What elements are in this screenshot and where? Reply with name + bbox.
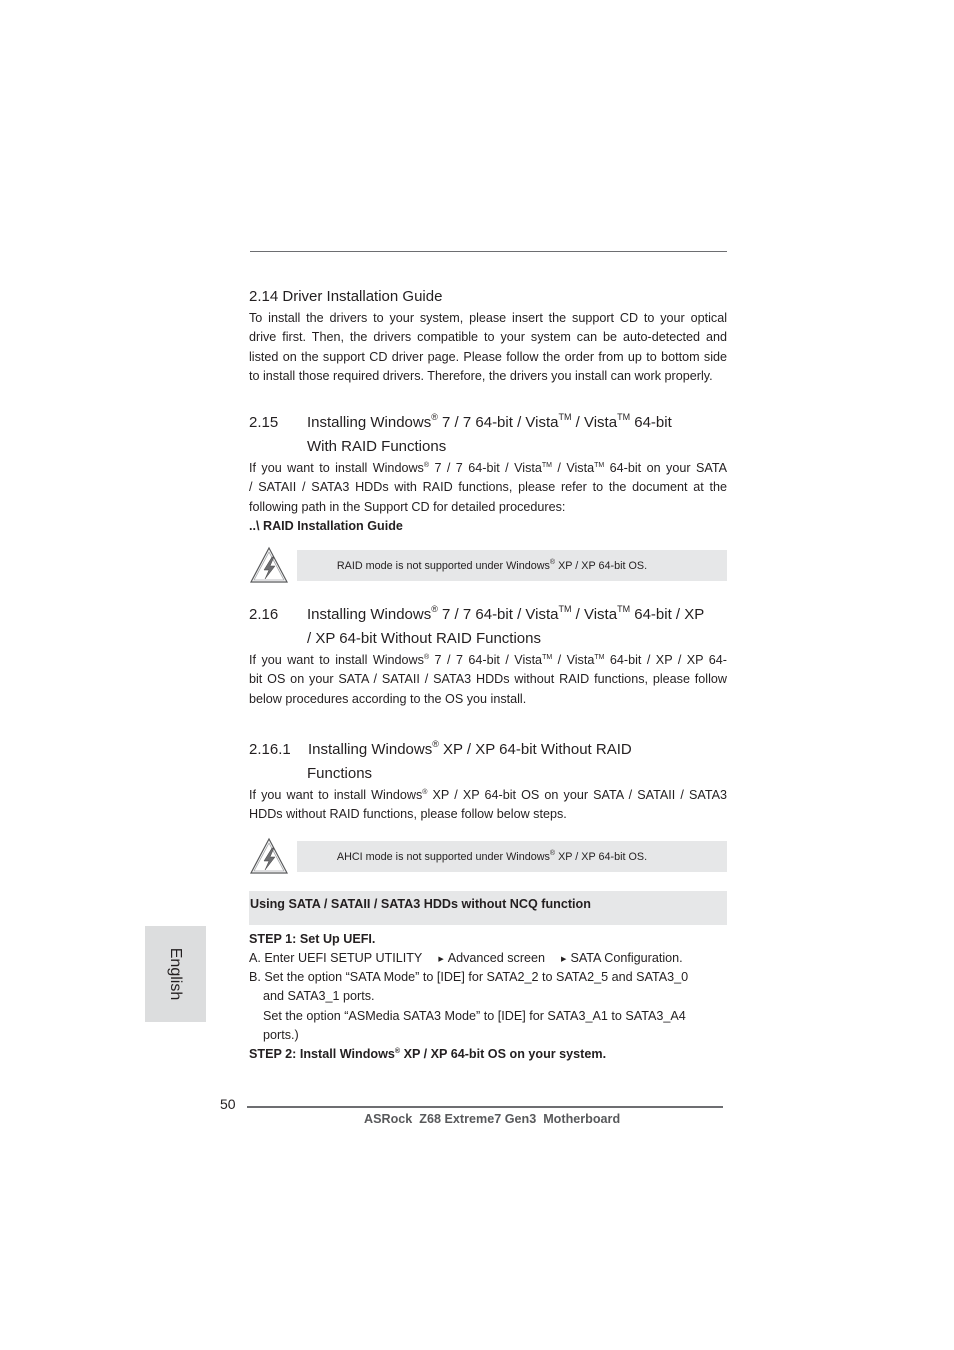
- ncq-subsection-header: Using SATA / SATAII / SATA3 HDDs without NCQ function: [249, 891, 727, 925]
- step-1-b-line3: Set the option “ASMedia SATA3 Mode” to [IDE] for SATA3_A1 to SATA3_A4: [263, 1009, 686, 1023]
- section-2-15-title-line2: With RAID Functions: [307, 438, 447, 455]
- warning-icon: [249, 837, 289, 875]
- section-2-14-body: To install the drivers to your system, please insert the support CD to your optical drive first. Then, the drivers compatible to your system can be auto-detected and listed on the support CD driver page. Please follow the order from up to bottom side to install those required drivers. Therefore, the drivers you install can work properly.: [249, 311, 727, 383]
- step-1-a: A. Enter UEFI SETUP UTILITY ▶ Advanced screen ▶ SATA Configuration.: [249, 951, 683, 965]
- raid-guide-path: ..\ RAID Installation Guide: [249, 518, 403, 533]
- step-1-label: STEP 1: Set Up UEFI.: [249, 932, 376, 946]
- step-1-b-line2: and SATA3_1 ports.: [263, 989, 375, 1003]
- arrow-right-icon: ▶: [561, 956, 567, 963]
- product-name: ASRock Z68 Extreme7 Gen3 Motherboard: [364, 1112, 621, 1126]
- section-2-14-title: 2.14 Driver Installation Guide: [249, 288, 443, 305]
- ahci-mode-note: AHCI mode is not supported under Windows® XP / XP 64-bit OS.: [297, 841, 727, 872]
- step-1-b-line1: B. Set the option “SATA Mode” to [IDE] for SATA2_2 to SATA2_5 and SATA3_0: [249, 970, 689, 984]
- language-side-tab: [145, 926, 206, 1022]
- section-2-15-body: If you want to install Windows® 7 / 7 64-bit / Vista™ / Vista™ 64-bit on your SATA / SATAII / SATA3 HDDs with RAID functions, please refer to the document at the following path in the Support CD for detailed procedures: ..\ RAID Installation Guide: [249, 459, 727, 536]
- top-rule: [250, 251, 727, 252]
- section-2-16-title-line2: / XP 64-bit Without RAID Functions: [307, 630, 541, 647]
- section-2-16-body: If you want to install Windows® 7 / 7 64-bit / Vista™ / Vista™ 64-bit / XP / XP 64- bit OS on your SATA / SATAII / SATA3 HDDs without RAID functions, please follow below procedures according to the OS you install.: [249, 653, 727, 706]
- arrow-right-icon: ▶: [438, 956, 444, 963]
- section-2-16-1-body: If you want to install Windows® XP / XP 64-bit OS on your SATA / SATAII / SATA3 HDDs without RAID functions, please follow below steps.: [249, 788, 727, 822]
- footer-rule: [247, 1106, 723, 1108]
- page-number: 50: [220, 1096, 236, 1112]
- section-2-16-1-title-line2: Functions: [307, 765, 373, 782]
- language-label: English: [167, 947, 184, 1001]
- step-1-b-line4: ports.): [263, 1028, 299, 1042]
- step-2-label: STEP 2: Install Windows® XP / XP 64-bit OS on your system.: [249, 1047, 607, 1061]
- warning-icon: [249, 546, 289, 584]
- raid-mode-note: RAID mode is not supported under Windows® XP / XP 64-bit OS.: [297, 550, 727, 581]
